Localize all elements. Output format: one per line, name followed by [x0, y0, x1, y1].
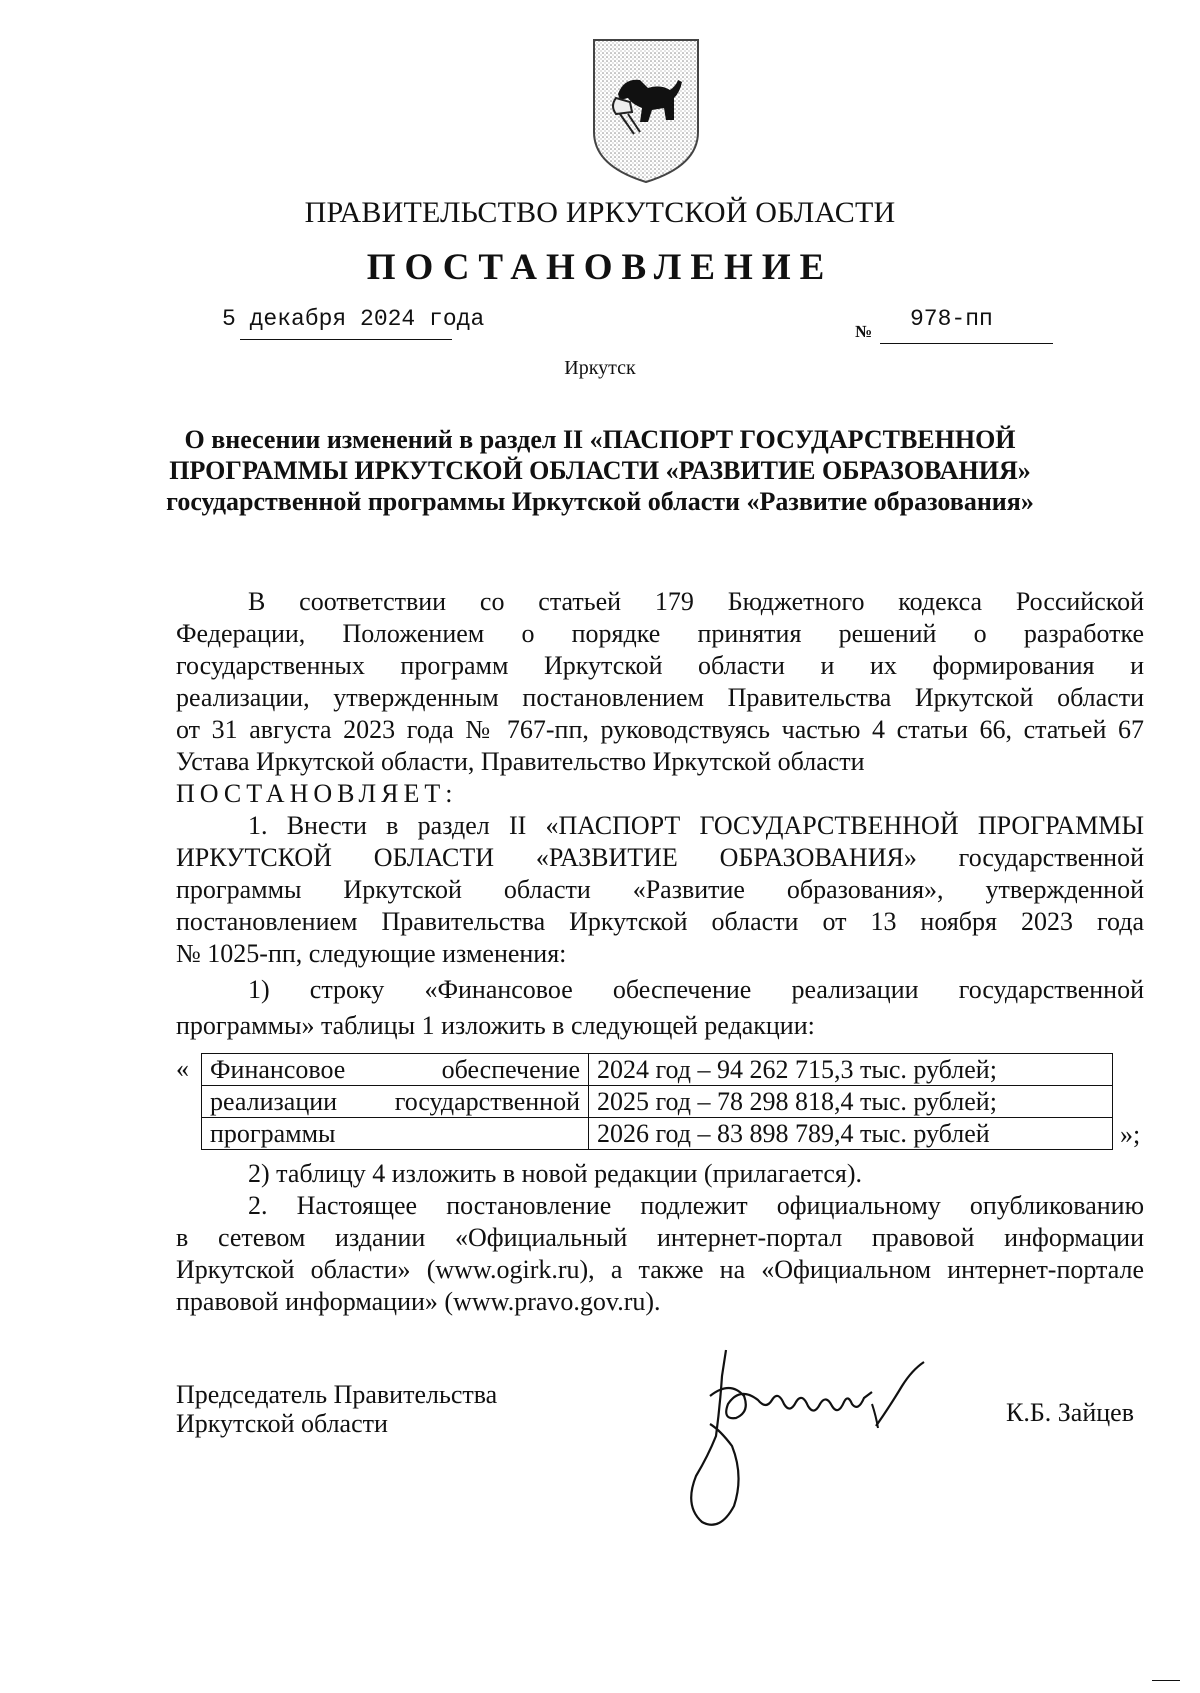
title-line-3: государственной программы Иркутской области «Развитие образования» [166, 487, 1034, 516]
city: Иркутск [564, 357, 636, 379]
table-cell: реализации государственной [202, 1086, 589, 1118]
body-line: В соответствии со статьей 179 Бюджетного кодекса Российской [248, 587, 1144, 616]
government-name: ПРАВИТЕЛЬСТВО ИРКУТСКОЙ ОБЛАСТИ [304, 196, 896, 229]
body-line: правовой информации» (www.pravo.gov.ru). [176, 1287, 661, 1316]
body-line: 2. Настоящее постановление подлежит официальному опубликованию [248, 1191, 1144, 1220]
coat-of-arms-icon [590, 36, 702, 186]
signatory-position-line-2: Иркутской области [176, 1409, 388, 1438]
table-row [202, 1054, 1113, 1086]
body-line: Федерации, Положением о порядке принятия решений о разработке [176, 619, 1144, 648]
title-line-2: ПРОГРАММЫ ИРКУТСКОЙ ОБЛАСТИ «РАЗВИТИЕ ОБРАЗОВАНИЯ» [169, 456, 1031, 485]
table-cell: 2026 год – 83 898 789,4 тыс. рублей [589, 1118, 1113, 1150]
title-line-1: О внесении изменений в раздел II «ПАСПОРТ ГОСУДАРСТВЕННОЙ [184, 425, 1016, 454]
body-line: 1. Внести в раздел II «ПАСПОРТ ГОСУДАРСТВЕННОЙ ПРОГРАММЫ [248, 811, 1144, 840]
margin-mark [1152, 1680, 1180, 1681]
body-line: от 31 августа 2023 года № 767-пп, руководствуясь частью 4 статьи 66, статьей 67 [176, 715, 1144, 744]
document-title [150, 424, 1050, 517]
quote-close: »; [1120, 1120, 1141, 1149]
body-line: программы» таблицы 1 изложить в следующей редакции: [176, 1011, 815, 1040]
table-row [202, 1118, 1113, 1150]
signatory-position-line-1: Председатель Правительства [176, 1380, 498, 1409]
signatory-position [176, 1380, 497, 1438]
table-cell: программы [202, 1118, 589, 1150]
body-line: программы Иркутской области «Развитие образования», утвержденной [176, 875, 1144, 904]
resolves-word: ПОСТАНОВЛЯЕТ: [176, 779, 458, 808]
financing-table [201, 1053, 1113, 1150]
body-line: реализации, утвержденным постановлением Правительства Иркутской области [176, 683, 1144, 712]
document-type: ПОСТАНОВЛЕНИЕ [366, 247, 834, 288]
body-line: государственных программ Иркутской области и их формирования и [176, 651, 1144, 680]
table-cell: Финансовое обеспечение [202, 1054, 589, 1086]
body-line: Иркутской области» (www.ogirk.ru), а также на «Официальном интернет-портале [176, 1255, 1144, 1284]
body-line: Устава Иркутской области, Правительство Иркутской области [176, 747, 865, 776]
table-cell: 2025 год – 78 298 818,4 тыс. рублей; [589, 1086, 1113, 1118]
document-number: 978-пп [910, 306, 993, 332]
body-line: № 1025-пп, следующие изменения: [176, 939, 567, 968]
table-cell: 2024 год – 94 262 715,3 тыс. рублей; [589, 1054, 1113, 1086]
table-row [202, 1086, 1113, 1118]
signatory-name: К.Б. Зайцев [1006, 1398, 1134, 1427]
document-date: 5 декабря 2024 года [222, 306, 485, 332]
body-line: 1) строку «Финансовое обеспечение реализации государственной [248, 975, 1144, 1004]
date-underline [240, 339, 452, 340]
number-underline [880, 343, 1053, 344]
number-sign: № [855, 322, 873, 341]
quote-open: « [176, 1054, 189, 1083]
handwritten-signature-icon [680, 1346, 950, 1536]
body-line: постановлением Правительства Иркутской области от 13 ноября 2023 года [176, 907, 1144, 936]
body-line: ИРКУТСКОЙ ОБЛАСТИ «РАЗВИТИЕ ОБРАЗОВАНИЯ» государственной [176, 843, 1144, 872]
body-line: в сетевом издании «Официальный интернет-портал правовой информации [176, 1223, 1144, 1252]
body-line: 2) таблицу 4 изложить в новой редакции (прилагается). [248, 1159, 862, 1188]
